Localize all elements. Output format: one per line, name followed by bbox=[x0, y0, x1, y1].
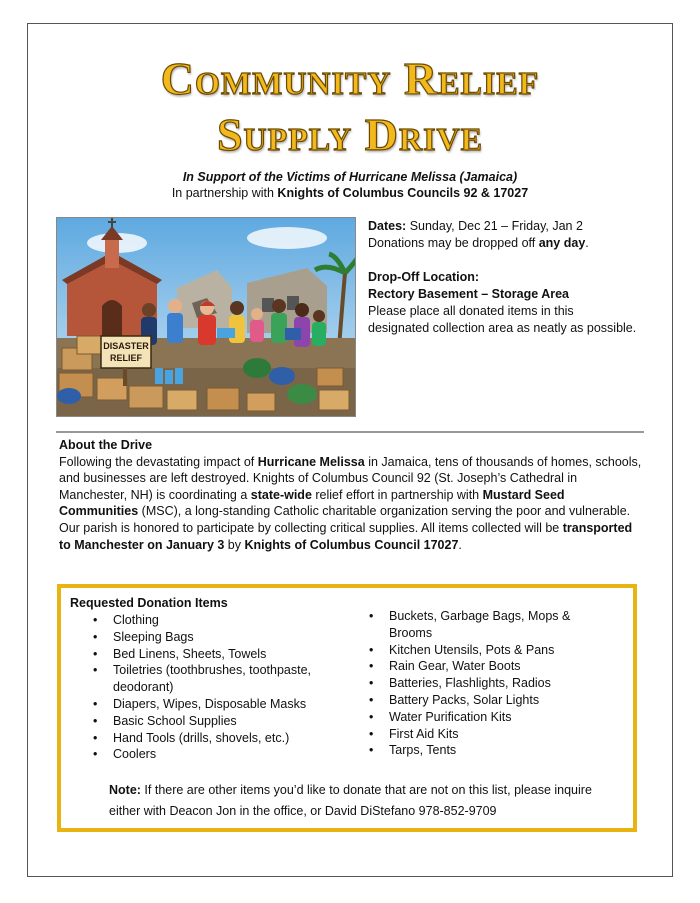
note-label: Note: bbox=[109, 783, 141, 797]
donation-list-column-1 bbox=[93, 612, 355, 763]
dropoff-text: Please place all donated items in this designated collection area as neatly as possible. bbox=[368, 304, 637, 335]
section-divider bbox=[56, 431, 644, 433]
list-item: • Rain Gear, Water Boots bbox=[369, 658, 609, 675]
about-heading: About the Drive bbox=[59, 438, 153, 452]
list-item: • Toiletries (toothbrushes, toothpaste, deodorant) bbox=[93, 662, 355, 696]
support-subtitle: In Support of the Victims of Hurricane Melissa (Jamaica) bbox=[182, 170, 518, 184]
list-item: • Bed Linens, Sheets, Towels bbox=[93, 646, 355, 663]
list-item: • Basic School Supplies bbox=[93, 713, 355, 730]
partnership-councils: Knights of Columbus Councils 92 & 17027 bbox=[277, 186, 529, 200]
list-item: • First Aid Kits bbox=[369, 726, 609, 743]
partnership-prefix: In partnership with bbox=[171, 186, 278, 200]
list-item: • Coolers bbox=[93, 746, 355, 763]
disaster-relief-illustration bbox=[56, 217, 356, 417]
about-section bbox=[59, 437, 645, 553]
partnership-line bbox=[28, 185, 672, 202]
list-item: • Diapers, Wipes, Disposable Masks bbox=[93, 696, 355, 713]
sign-text-disaster: DISASTER bbox=[103, 341, 149, 351]
dropoff-label: Drop-Off Location: bbox=[368, 270, 480, 284]
list-item: • Battery Packs, Solar Lights bbox=[369, 692, 609, 709]
list-item: • Clothing bbox=[93, 612, 355, 629]
donation-items-box bbox=[57, 584, 637, 832]
dates-value: Sunday, Dec 21 – Friday, Jan 2 bbox=[406, 219, 583, 233]
donations-suffix: . bbox=[585, 236, 589, 250]
title-line-1: Community Relief bbox=[160, 53, 540, 104]
about-paragraph: Following the devastating impact of Hurricane Melissa in Jamaica, tens of thousands of homes, schools, and businesses are left destroyed. Knights of Columbus Council 92 (St. Joseph’s Cathedral in Manchester, NH) is coordinating a state-wide relief effort in partnership with Mustard Seed Communities (MSC), a long-standing Catholic charitable organization serving the poor and vulnerable. Our parish is honored to participate by collecting critical supplies. All items collected will be transported to Manchester on January 3 by Knights of Columbus Council 17027. bbox=[59, 454, 642, 552]
dates-line bbox=[368, 218, 638, 235]
sign-text-relief: RELIEF bbox=[109, 353, 143, 363]
list-item: • Tarps, Tents bbox=[369, 742, 609, 759]
list-item: • Sleeping Bags bbox=[93, 629, 355, 646]
donations-bold: any day bbox=[538, 236, 586, 250]
flyer-page bbox=[27, 23, 673, 877]
dates-label: Dates: bbox=[368, 219, 407, 233]
list-item: • Buckets, Garbage Bags, Mops & Brooms bbox=[369, 608, 609, 642]
list-item: • Hand Tools (drills, shovels, etc.) bbox=[93, 730, 355, 747]
donation-items-heading: Requested Donation Items bbox=[70, 596, 228, 610]
donation-list-column-2 bbox=[369, 608, 609, 759]
list-item: • Kitchen Utensils, Pots & Pans bbox=[369, 642, 609, 659]
donations-line bbox=[368, 235, 638, 252]
list-item: • Batteries, Flashlights, Radios bbox=[369, 675, 609, 692]
dropoff-place: Rectory Basement – Storage Area bbox=[368, 287, 570, 301]
donation-note bbox=[109, 780, 609, 822]
title-line-2: Supply Drive bbox=[216, 109, 484, 160]
details-panel bbox=[368, 218, 638, 337]
note-text: If there are other items you’d like to donate that are not on this list, please inquire either with Deacon Jon in the office, or David DiStefano 978-852-9709 bbox=[109, 783, 592, 818]
donations-prefix: Donations may be dropped off bbox=[368, 236, 539, 250]
list-item: • Water Purification Kits bbox=[369, 709, 609, 726]
